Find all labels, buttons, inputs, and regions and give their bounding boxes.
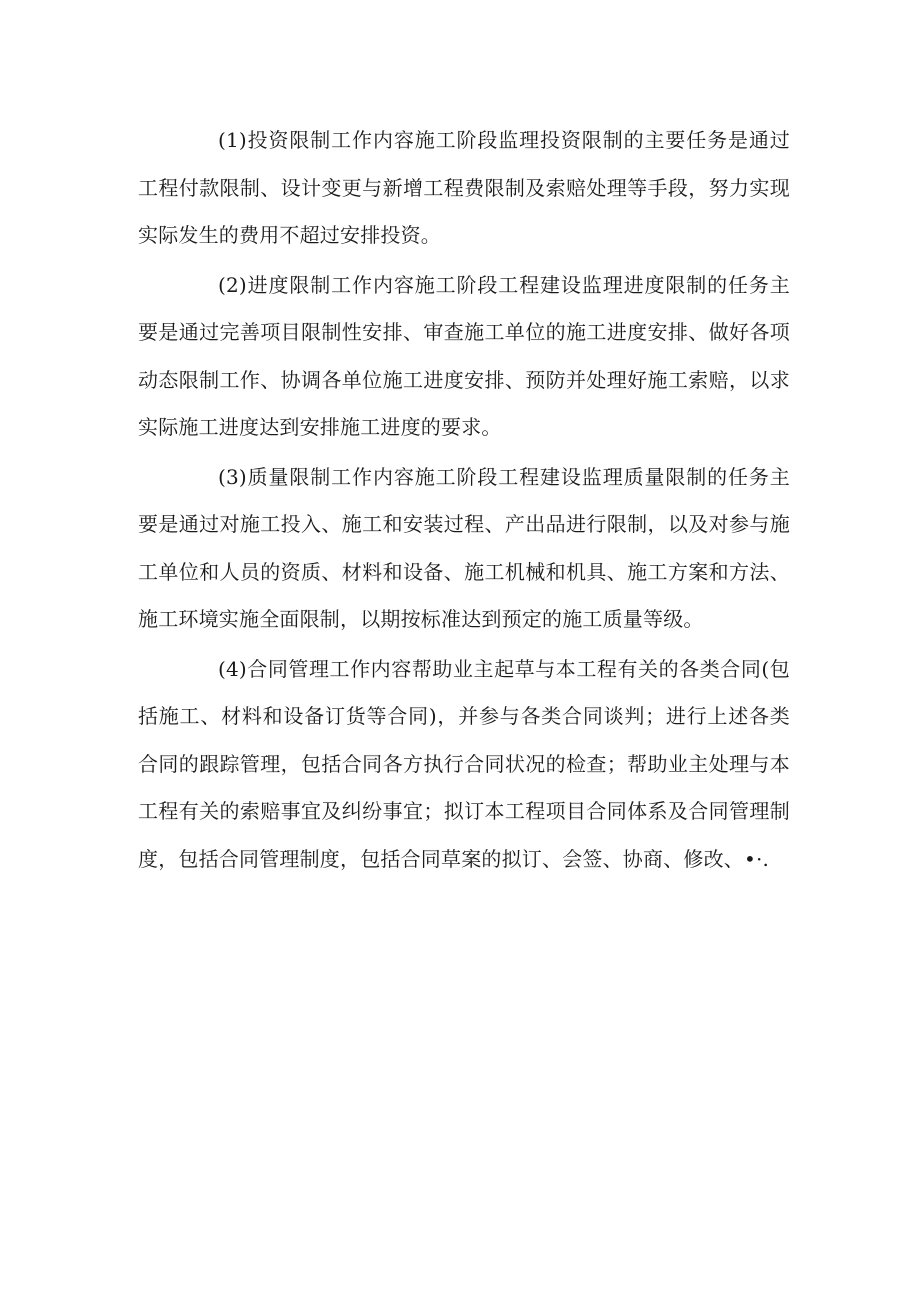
document-body	[138, 117, 790, 885]
paragraph-contract-management: (4)合同管理工作内容帮助业主起草与本工程有关的各类合同(包括施工、材料和设备订货等合同)，并参与各类合同谈判；进行上述各类合同的跟踪管理，包括合同各方执行合同状况的检查；帮助业主处理与本工程有关的索赔事宜及纠纷事宜；拟订本工程项目合同体系及合同管理制度，包括合同管理制度，包括合同草案的拟订、会签、协商、修改、•·.	[138, 656, 790, 871]
paragraph-investment-control: (1)投资限制工作内容施工阶段监理投资限制的主要任务是通过工程付款限制、设计变更与新增工程费限制及索赔处理等手段，努力实现实际发生的费用不超过安排投资。	[138, 128, 790, 247]
paragraph-schedule-control: (2)进度限制工作内容施工阶段工程建设监理进度限制的任务主要是通过完善项目限制性安排、审查施工单位的施工进度安排、做好各项动态限制工作、协调各单位施工进度安排、预防并处理好施工索赔，以求实际施工进度达到安排施工进度的要求。	[138, 272, 790, 439]
paragraph-quality-control: (3)质量限制工作内容施工阶段工程建设监理质量限制的任务主要是通过对施工投入、施工和安装过程、产出品进行限制，以及对参与施工单位和人员的资质、材料和设备、施工机械和机具、施工方案和方法、施工环境实施全面限制，以期按标准达到预定的施工质量等级。	[138, 464, 790, 631]
